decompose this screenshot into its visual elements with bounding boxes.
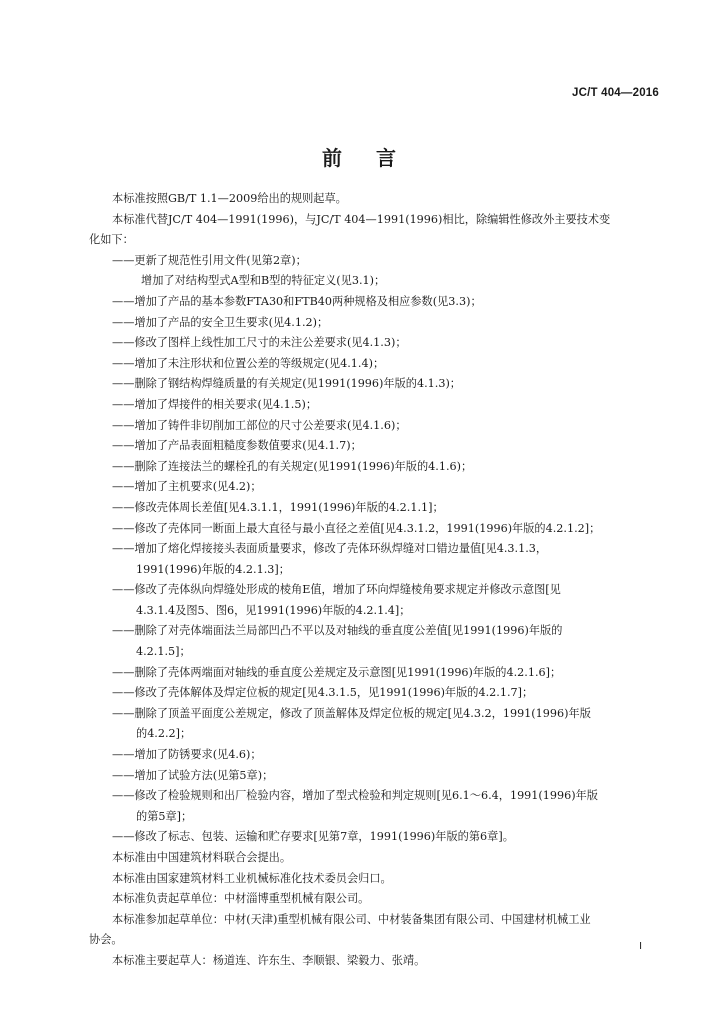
text-line: ——更新了规范性引用文件(见第2章)； (112, 253, 307, 267)
text-line: 4.3.1.4及图5、图6，见1991(1996)年版的4.2.1.4]； (136, 603, 411, 617)
text-line: 4.2.1.5]； (136, 645, 191, 659)
text-line: ——增加了主机要求(见4.2)； (112, 480, 262, 494)
text-line: 本标准按照GB/T 1.1—2009给出的规则起草。 (112, 192, 347, 205)
standard-code-header: JC/T 404—2016 (572, 87, 659, 99)
text-line: 的第5章]； (136, 809, 193, 823)
text-line: ——增加了焊接件的相关要求(见4.1.5)； (112, 397, 318, 411)
text-line: 本标准由国家建筑材料工业机械标准化技术委员会归口。 (112, 871, 392, 885)
text-line: ——增加了防锈要求(见4.6)； (112, 748, 262, 762)
text-line: ——修改了检验规则和出厂检验内容，增加了型式检验和判定规则[见6.1～6.4，1991(1996)年版 (112, 789, 598, 803)
page-title: 前言 (322, 146, 430, 170)
text-line: 化如下： (89, 233, 134, 247)
text-line: ——增加了产品表面粗糙度参数值要求(见4.1.7)； (112, 439, 362, 453)
text-line: ——增加了试验方法(见第5章)； (112, 768, 274, 782)
text-line: ——增加了铸件非切削加工部位的尺寸公差要求(见4.1.6)； (112, 418, 407, 432)
text-line: ——增加了产品的基本参数FTA30和FTB40两种规格及相应参数(见3.3)； (112, 294, 482, 308)
text-line: 1991(1996)年版的4.2.1.3]； (136, 562, 290, 576)
text-line: 本标准参加起草单位：中材(天津)重型机械有限公司、中材装备集团有限公司、中国建材机械工业 (112, 912, 591, 926)
text-line: 本标准主要起草人：杨道连、许东生、李顺银、梁毅力、张靖。 (112, 953, 426, 967)
text-line: ——删除了钢结构焊缝质量的有关规定(见1991(1996)年版的4.1.3)； (112, 377, 461, 391)
text-line: 协会。 (89, 933, 123, 947)
text-line: ——修改了壳体同一断面上最大直径与最小直径之差值[见4.3.1.2，1991(1996)年版的4.2.1.2]； (112, 521, 601, 535)
text-line: ——修改了壳体纵向焊缝处形成的棱角E值，增加了环向焊缝棱角要求规定并修改示意图[见 (112, 583, 561, 597)
text-line: 本标准负责起草单位：中材淄博重型机械有限公司。 (112, 892, 370, 906)
text-line: ——修改了标志、包装、运输和贮存要求[见第7章，1991(1996)年版的第6章]。 (112, 830, 514, 844)
text-line: 的4.2.2]； (136, 727, 192, 741)
text-line: ——修改了壳体解体及焊定位板的规定[见4.3.1.5，见1991(1996)年版的4.2.1.7]； (112, 686, 534, 700)
text-line: 增加了对结构型式A型和B型的特征定义(见3.1)； (141, 274, 386, 288)
text-line: ——删除了对壳体端面法兰局部凹凸不平以及对轴线的垂直度公差值[见1991(1996)年版的 (112, 624, 563, 638)
text-line: ——增加了熔化焊接接头表面质量要求，修改了壳体环纵焊缝对口错边量值[见4.3.1.3， (112, 542, 548, 556)
text-line: ——删除了顶盖平面度公差规定，修改了顶盖解体及焊定位板的规定[见4.3.2，1991(1996)年版 (112, 706, 591, 720)
page-number: I (639, 940, 642, 952)
text-line: 本标准代替JC/T 404—1991(1996)，与JC/T 404—1991(1996)相比，除编辑性修改外主要技术变 (112, 212, 611, 226)
document-body (89, 189, 660, 972)
text-line: ——删除了壳体两端面对轴线的垂直度公差规定及示意图[见1991(1996)年版的4.2.1.6]； (112, 665, 562, 679)
text-line: ——增加了产品的安全卫生要求(见4.1.2)； (112, 315, 329, 329)
text-line: ——删除了连接法兰的螺栓孔的有关规定(见1991(1996)年版的4.1.6)； (112, 459, 473, 473)
text-line: 本标准由中国建筑材料联合会提出。 (112, 851, 292, 864)
text-line: ——修改壳体周长差值[见4.3.1.1，1991(1996)年版的4.2.1.1]； (112, 500, 444, 514)
text-line: ——修改了图样上线性加工尺寸的未注公差要求(见4.1.3)； (112, 336, 407, 350)
text-line: ——增加了未注形状和位置公差的等级规定(见4.1.4)； (112, 356, 385, 370)
